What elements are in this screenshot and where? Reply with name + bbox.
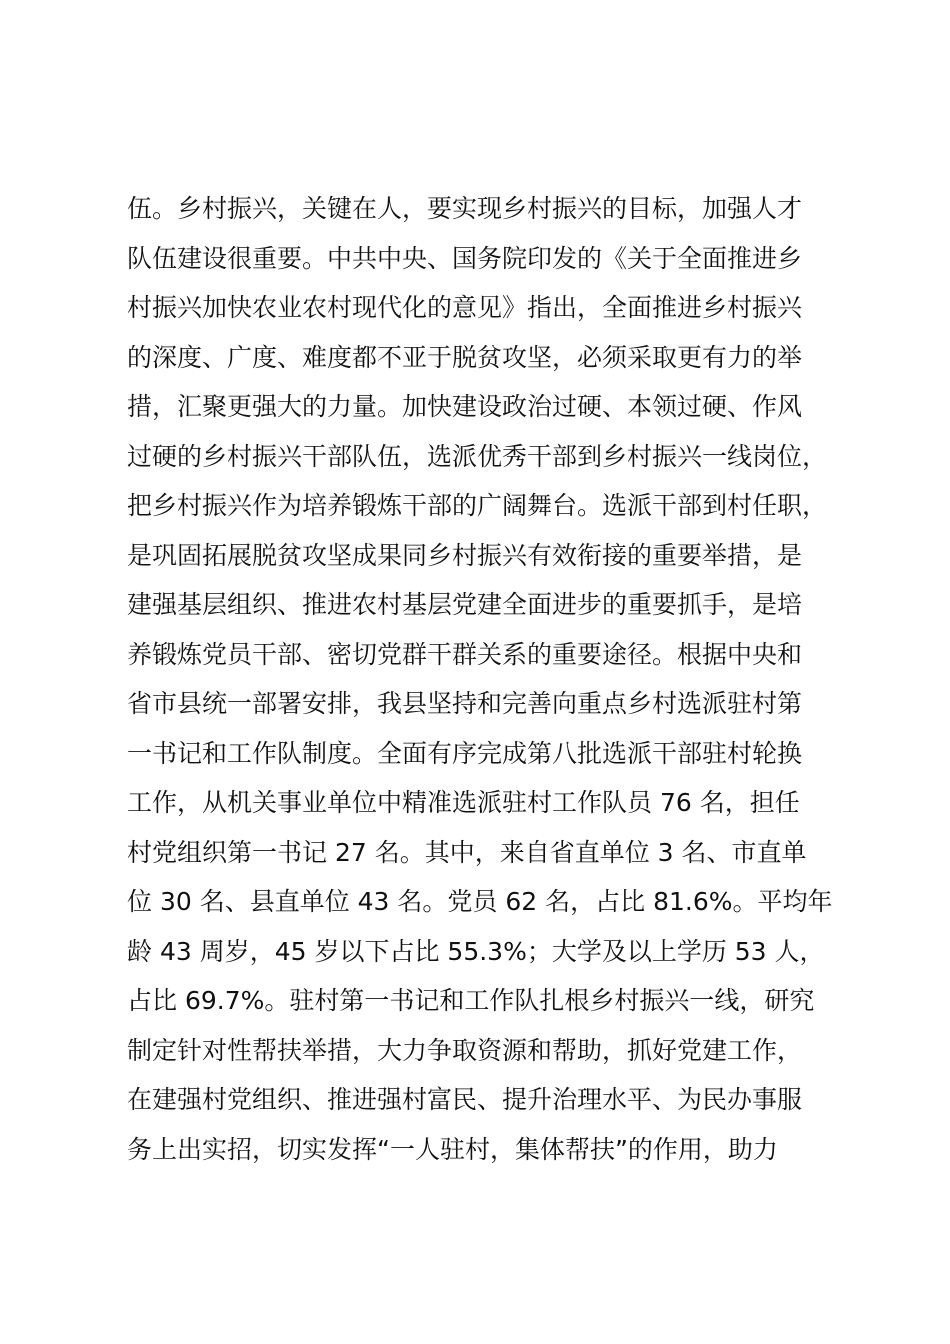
text-line: 在建强村党组织、推进强村富民、提升治理水平、为民办事服: [127, 1085, 803, 1114]
text-line: 省市县统一部署安排，我县坚持和完善向重点乡村选派驻村第: [127, 689, 803, 718]
text-line: 把乡村振兴作为培养锻炼干部的广阔舞台。选派干部到村任职，: [127, 491, 828, 520]
text-line: 措，汇聚更强大的力量。加快建设政治过硬、本领过硬、作风: [127, 392, 803, 421]
text-line: 过硬的乡村振兴干部队伍，选派优秀干部到乡村振兴一线岗位，: [127, 441, 828, 471]
text-line: 村振兴加快农业农村现代化的意见》指出，全面推进乡村振兴: [127, 293, 803, 322]
text-line: 一书记和工作队制度。全面有序完成第八批选派干部驻村轮换: [127, 738, 803, 768]
body-paragraph: [127, 184, 847, 1174]
text-line: 制定针对性帮扶举措，大力争取资源和帮助，抓好党建工作，: [127, 1035, 803, 1065]
text-line: 伍。乡村振兴，关键在人，要实现乡村振兴的目标，加强人才: [127, 194, 803, 223]
text-line: 是巩固拓展脱贫攻坚成果同乡村振兴有效衔接的重要举措，是: [127, 540, 803, 570]
text-line: 占比 69.7%。驻村第一书记和工作队扎根乡村振兴一线，研究: [127, 986, 815, 1015]
text-line: 村党组织第一书记 27 名。其中，来自省直单位 3 名、市直单: [127, 837, 807, 867]
text-line: 工作，从机关事业单位中精准选派驻村工作队员 76 名，担任: [127, 788, 800, 817]
text-line: 养锻炼党员干部、密切党群干群关系的重要途径。根据中央和: [127, 639, 803, 669]
text-line: 队伍建设很重要。中共中央、国务院印发的《关于全面推进乡: [127, 243, 803, 273]
text-line: 务上出实招，切实发挥“一人驻村，集体帮扶”的作用，助力: [127, 1134, 778, 1164]
text-line: 的深度、广度、难度都不亚于脱贫攻坚，必须采取更有力的举: [127, 342, 803, 372]
text-line: 位 30 名、县直单位 43 名。党员 62 名，占比 81.6%。平均年: [127, 887, 833, 916]
text-line: 建强基层组织、推进农村基层党建全面进步的重要抓手，是培: [127, 590, 803, 619]
text-line: 龄 43 周岁，45 岁以下占比 55.3%；大学及以上学历 53 人，: [127, 936, 825, 966]
